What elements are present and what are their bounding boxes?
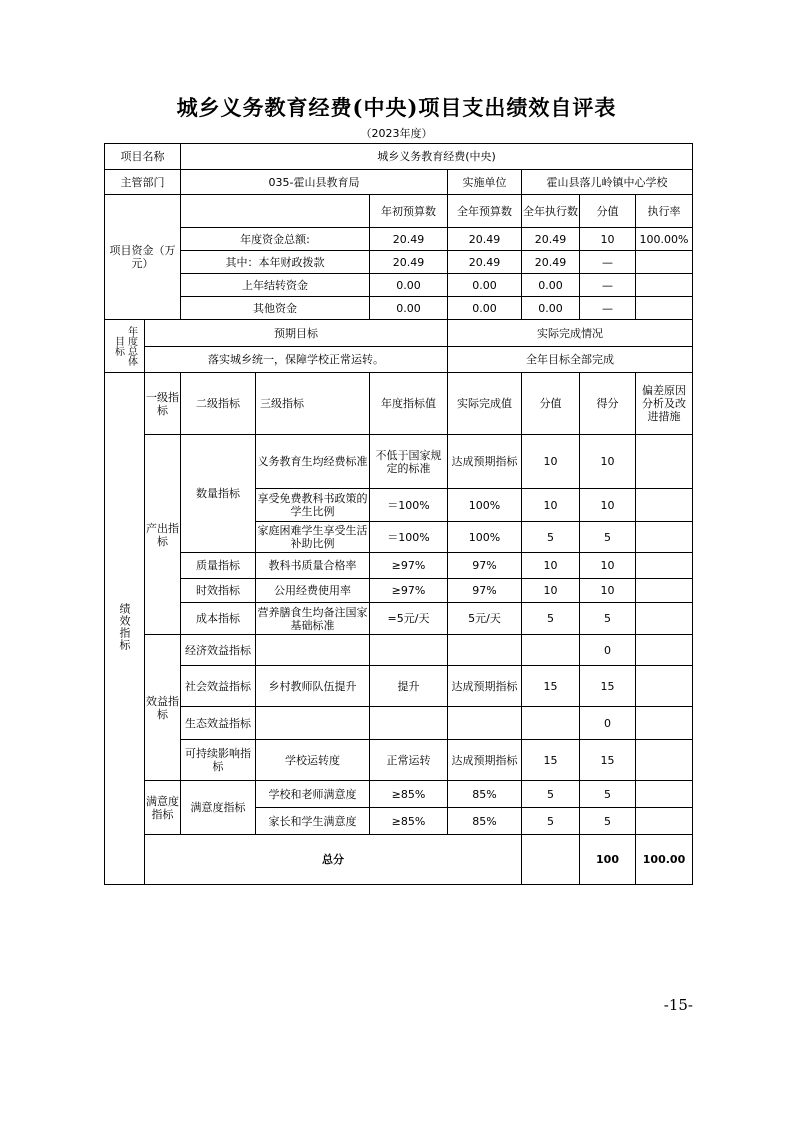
funds-initial: 20.49 [370,228,448,251]
indicator-score-value [522,707,580,740]
funds-initial: 0.00 [370,274,448,297]
funds-row [105,251,693,274]
indicator-l3: 义务教育生均经费标准 [256,435,370,489]
goals-expected-header: 预期目标 [145,320,448,347]
funds-rate: 100.00% [636,228,693,251]
funds-executed: 20.49 [522,228,580,251]
sustainable-label: 可持续影响指标 [181,740,256,781]
indicator-l3 [256,707,370,740]
economic-label: 经济效益指标 [181,635,256,666]
impl-label: 实施单位 [448,170,522,195]
indicator-l3: 公用经费使用率 [256,579,370,603]
indicator-score-value: 15 [522,740,580,781]
funds-executed: 0.00 [522,297,580,320]
indicator-l3: 营养膳食生均备注国家基础标准 [256,603,370,635]
funds-initial: 0.00 [370,297,448,320]
goals-label-cell [105,320,145,373]
indicator-annual: =5元/天 [370,603,448,635]
indicators-section-label-cell [105,373,145,885]
indicator-actual: 85% [448,781,522,808]
funds-row-label: 其他资金 [181,297,370,320]
funds-annual: 0.00 [448,297,522,320]
funds-score-value: 10 [580,228,636,251]
dept-label: 主管部门 [105,170,181,195]
project-name-value: 城乡义务教育经费(中央) [181,144,693,170]
indicator-score: 0 [580,707,636,740]
indicator-score: 10 [580,553,636,579]
funds-header-score-value: 分值 [580,195,636,228]
indicator-score: 10 [580,579,636,603]
indicator-annual [370,707,448,740]
satisfaction-sub-label: 满意度指标 [181,781,256,835]
indicator-score: 5 [580,808,636,835]
quantity-label: 数量指标 [181,435,256,553]
funds-rate [636,251,693,274]
indicator-deviation [636,553,693,579]
indicator-deviation [636,603,693,635]
indicator-score: 15 [580,666,636,707]
indicator-annual: 提升 [370,666,448,707]
indicator-actual: 5元/天 [448,603,522,635]
indicator-l3: 享受免费教科书政策的学生比例 [256,489,370,522]
indicator-score-value: 10 [522,579,580,603]
funds-row-label: 上年结转资金 [181,274,370,297]
indicators-header-score: 得分 [580,373,636,435]
funds-row-label: 其中：本年财政拨款 [181,251,370,274]
indicator-score-value: 10 [522,489,580,522]
indicators-header-actual: 实际完成值 [448,373,522,435]
funds-executed: 20.49 [522,251,580,274]
impl-value: 霍山县落儿岭镇中心学校 [522,170,693,195]
indicator-l3 [256,635,370,666]
indicator-actual: 达成预期指标 [448,435,522,489]
indicator-actual: 97% [448,579,522,603]
indicator-actual [448,707,522,740]
indicator-l3: 教科书质量合格率 [256,553,370,579]
indicator-deviation [636,808,693,835]
funds-score-value: — [580,274,636,297]
indicator-annual: ≥97% [370,553,448,579]
benefit-label: 效益指标 [145,635,181,781]
indicator-actual: 达成预期指标 [448,740,522,781]
indicator-annual: ≥97% [370,579,448,603]
timeliness-label: 时效指标 [181,579,256,603]
indicators-header-level3: 三级指标 [256,373,370,435]
output-label: 产出指标 [145,435,181,635]
indicator-actual [448,635,522,666]
indicator-deviation [636,435,693,489]
total-score-value: 100 [580,835,636,885]
indicators-header-annual: 年度指标值 [370,373,448,435]
indicator-score: 0 [580,635,636,666]
indicator-actual: 100% [448,522,522,553]
social-label: 社会效益指标 [181,666,256,707]
goals-actual-value: 全年目标全部完成 [448,347,693,373]
indicator-annual: ＝100% [370,522,448,553]
ecological-label: 生态效益指标 [181,707,256,740]
dept-value: 035-霍山县教育局 [181,170,448,195]
indicators-header-score-value: 分值 [522,373,580,435]
indicator-score: 5 [580,522,636,553]
indicator-score-value: 5 [522,603,580,635]
indicator-l3: 乡村教师队伍提升 [256,666,370,707]
indicators-header-level1: 一级指标 [145,373,181,435]
indicator-score: 10 [580,489,636,522]
indicator-annual [370,635,448,666]
funds-initial: 20.49 [370,251,448,274]
funds-header-initial: 年初预算数 [370,195,448,228]
indicator-annual: ≥85% [370,808,448,835]
quality-label: 质量指标 [181,553,256,579]
funds-rate [636,297,693,320]
indicator-annual: 不低于国家规定的标准 [370,435,448,489]
funds-label: 项目资金（万元） [105,195,181,320]
cost-label: 成本指标 [181,603,256,635]
satisfaction-label: 满意度指标 [145,781,181,835]
indicator-l3: 家长和学生满意度 [256,808,370,835]
indicator-score-value: 5 [522,522,580,553]
indicator-actual: 85% [448,808,522,835]
indicator-score-value: 10 [522,553,580,579]
indicator-score-value: 5 [522,781,580,808]
indicator-score: 5 [580,603,636,635]
indicator-score: 10 [580,435,636,489]
indicator-l3: 学校和老师满意度 [256,781,370,808]
project-name-label: 项目名称 [105,144,181,170]
funds-row-label: 年度资金总额: [181,228,370,251]
funds-header-rate: 执行率 [636,195,693,228]
indicator-deviation [636,666,693,707]
total-score: 100.00 [636,835,693,885]
funds-header-executed: 全年执行数 [522,195,580,228]
funds-row [105,228,693,251]
funds-header-annual: 全年预算数 [448,195,522,228]
indicator-annual: 正常运转 [370,740,448,781]
indicator-l3: 家庭困难学生享受生活补助比例 [256,522,370,553]
indicator-score: 5 [580,781,636,808]
goals-label-b: 目标 [112,336,124,356]
goals-expected-value: 落实城乡统一，保障学校正常运转。 [145,347,448,373]
indicator-deviation [636,635,693,666]
funds-blank [181,195,370,228]
evaluation-table [104,143,693,885]
indicators-header-deviation: 偏差原因分析及改进措施 [636,373,693,435]
indicator-deviation [636,579,693,603]
funds-annual: 20.49 [448,228,522,251]
indicator-deviation [636,740,693,781]
indicator-annual: ≥85% [370,781,448,808]
indicator-l3: 学校运转度 [256,740,370,781]
indicator-actual: 达成预期指标 [448,666,522,707]
total-blank [522,835,580,885]
indicator-score-value: 10 [522,435,580,489]
indicator-deviation [636,489,693,522]
indicator-annual: ＝100% [370,489,448,522]
indicators-header-level2: 二级指标 [181,373,256,435]
goals-actual-header: 实际完成情况 [448,320,693,347]
indicator-actual: 100% [448,489,522,522]
page-number: -15- [663,996,693,1014]
indicator-deviation [636,522,693,553]
funds-rate [636,274,693,297]
indicator-score-value: 15 [522,666,580,707]
indicators-section-label: 绩效指标 [118,603,131,651]
goals-label-a: 年度总体 [125,326,137,366]
funds-row [105,297,693,320]
indicator-actual: 97% [448,553,522,579]
total-label: 总分 [145,835,522,885]
indicator-deviation [636,707,693,740]
indicator-score: 15 [580,740,636,781]
funds-annual: 20.49 [448,251,522,274]
funds-score-value: — [580,251,636,274]
indicator-deviation [636,781,693,808]
funds-executed: 0.00 [522,274,580,297]
indicator-score-value [522,635,580,666]
indicator-score-value: 5 [522,808,580,835]
funds-row [105,274,693,297]
funds-score-value: — [580,297,636,320]
funds-annual: 0.00 [448,274,522,297]
page-title: 城乡义务教育经费(中央)项目支出绩效自评表 [176,95,617,120]
page-subtitle: （2023年度） [360,127,433,140]
